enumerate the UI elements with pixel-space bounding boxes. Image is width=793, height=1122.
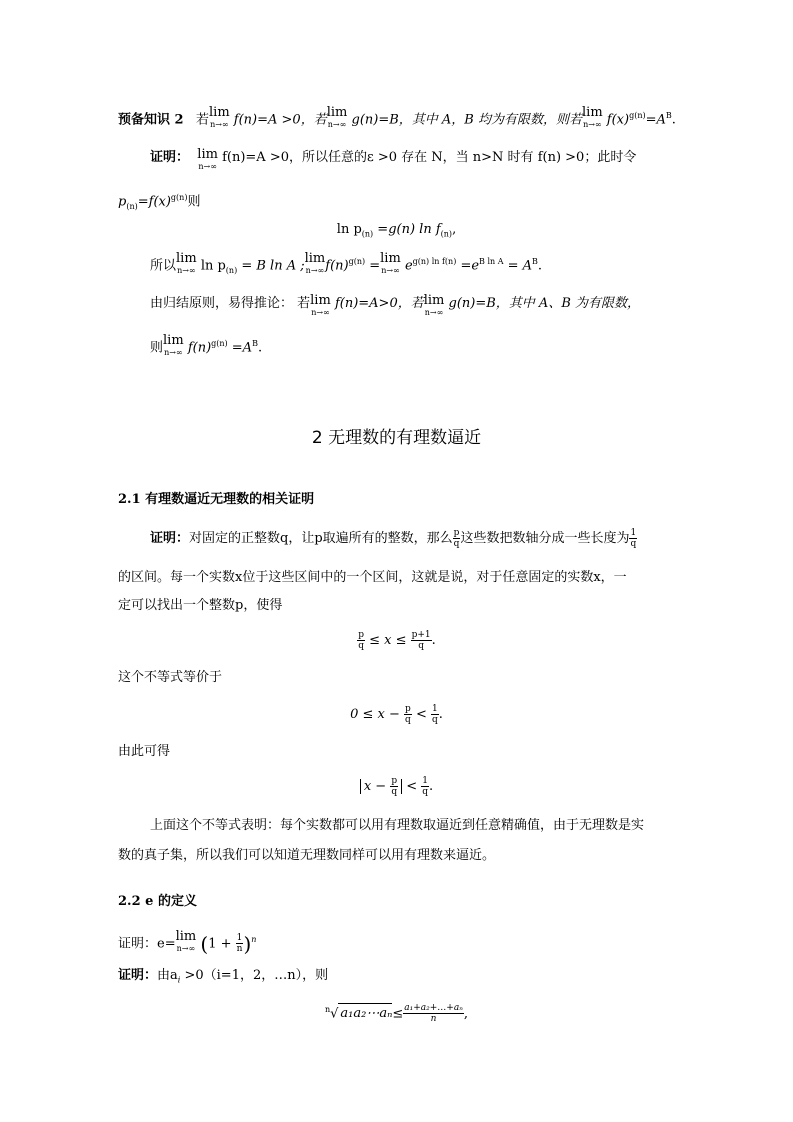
text: = <box>365 258 381 274</box>
fraction: $\frac{\text{a₁+a₂+…+aₙ}}{n}$ <box>404 1003 463 1025</box>
text: < <box>415 707 427 722</box>
text: 若 <box>195 112 209 128</box>
subscript: i <box>177 975 181 985</box>
text: ln p <box>336 222 362 237</box>
equation-2 <box>150 252 710 281</box>
fraction: $\frac{p}{q}$ <box>453 528 460 549</box>
limit: lim n→∞ <box>175 929 197 953</box>
hence-text: 由此可得 <box>118 744 171 759</box>
text: . <box>438 707 443 722</box>
superscript: n <box>251 935 257 944</box>
fraction: $\frac{1}{q}$ <box>431 704 438 725</box>
proof2-line2: 的区间。每一个实数x位于这些区间中的一个区间，这就是说，对于任意固定的实数x，一 <box>118 570 627 585</box>
equation-1 <box>0 220 793 245</box>
superscript: g(n) <box>348 257 366 266</box>
conclusion-line1: 上面这个不等式表明：每个实数都可以用有理数取逼近到任意精确值，由于无理数是实 <box>150 818 645 833</box>
proof-label: 证明： <box>150 150 190 165</box>
limit: lim n→∞ <box>423 293 445 317</box>
superscript: g(n) <box>629 111 646 120</box>
text: p <box>118 194 127 210</box>
text: 则 <box>150 340 164 356</box>
equiv-text: 这个不等式等价于 <box>118 670 223 685</box>
superscript: B <box>252 339 258 348</box>
text: ≤ x ≤ <box>369 633 407 648</box>
text: = B ln A ; <box>237 258 305 274</box>
limit: lim n→∞ <box>176 251 197 275</box>
root-radicand: a₁a₂⋯aₙ <box>338 1003 392 1024</box>
text: f(n) <box>325 258 349 274</box>
text: e <box>404 258 413 274</box>
text: 这些数把数轴分成一些长度为 <box>460 531 630 546</box>
text: f(x) <box>606 112 630 128</box>
text: ln p <box>200 258 226 274</box>
text: =A <box>227 340 253 356</box>
subscript: (n) <box>225 265 238 275</box>
preliminary-label: 预备知识 2 <box>118 112 184 128</box>
text: =g(n) ln f <box>373 222 441 237</box>
text: , <box>463 1006 469 1022</box>
text: =A <box>645 112 666 128</box>
limit: lim n→∞ <box>163 333 184 357</box>
text: = A <box>503 258 533 274</box>
text: 所以 <box>150 258 177 274</box>
superscript: g(n) ln f(n) <box>412 257 457 266</box>
text: 证明：e= <box>118 936 176 952</box>
text: g(n)=B，其中 A，B 均为有限数，则若 <box>351 112 582 128</box>
superscript: B ln A <box>479 257 504 266</box>
proof1-line1 <box>150 148 710 171</box>
text: 由a <box>157 968 178 983</box>
fraction: $\frac{p}{q}$ <box>391 776 398 797</box>
fraction: $\frac{1}{n}$ <box>236 933 243 955</box>
text: g(n)=B，其中 A、B 为有限数， <box>448 296 641 311</box>
inequality-1 <box>0 630 793 651</box>
proof3-line1 <box>118 966 678 991</box>
limit: lim n→∞ <box>582 105 603 129</box>
conclusion-line2: 数的真子集，所以我们可以知道无理数同样可以用有理数来逼近。 <box>118 848 496 863</box>
subsection-heading-2-2: 2.2 e 的定义 <box>118 894 197 909</box>
limit: lim n→∞ <box>326 105 348 129</box>
subscript: (n) <box>361 229 374 239</box>
fraction: $\frac{1}{q}$ <box>422 776 429 797</box>
proof2-line3: 定可以找出一个整数p，使得 <box>118 598 283 613</box>
e-definition: 证明：e=lim n→∞ (1 + $\frac{1}{n}$ )$^n$ <box>118 929 257 956</box>
limit: lim n→∞ <box>304 251 326 275</box>
fraction: $\frac{p}{q}$ <box>405 704 411 725</box>
inequality-3 <box>0 776 793 797</box>
limit: lim n→∞ <box>310 293 331 317</box>
text: =e <box>456 258 480 274</box>
limit: lim n→∞ <box>197 147 218 171</box>
superscript: g(n) <box>211 339 228 348</box>
proof1-line2 <box>118 188 678 217</box>
fraction: $\frac{p+1}{q}$ <box>411 630 431 651</box>
superscript: B <box>665 111 672 120</box>
absolute-value: x − $\frac{p}{q}$ <box>360 779 402 794</box>
section-heading-2: 2 无理数的有理数逼近 <box>311 428 482 448</box>
text: < <box>406 779 418 794</box>
text: 对固定的正整数q，让p取遍所有的整数，那么 <box>189 531 453 546</box>
text: f(n) <box>187 340 212 356</box>
superscript: B <box>532 257 538 266</box>
text: . <box>671 112 676 128</box>
text: =f(x) <box>137 194 171 210</box>
text: ≤ <box>392 1006 404 1022</box>
text: 1 + <box>208 936 232 952</box>
subsection-heading-2-1: 2.1 有理数逼近无理数的相关证明 <box>118 492 315 507</box>
proof-label: 证明： <box>118 968 158 983</box>
text: . <box>257 340 263 356</box>
text: . <box>429 779 434 794</box>
preliminary-2 <box>118 106 678 130</box>
superscript: g(n) <box>170 193 188 202</box>
corollary-line1 <box>150 294 710 317</box>
subscript: (n) <box>126 201 138 211</box>
text: f(n)=A>0，若 <box>334 296 424 311</box>
corollary-line2 <box>150 334 710 358</box>
text: . <box>537 258 543 274</box>
text: , <box>452 222 457 237</box>
text: >0（i=1，2，…n），则 <box>180 968 329 983</box>
fraction: $\frac{1}{q}$ <box>630 528 637 549</box>
proof2-line1 <box>150 528 710 549</box>
text: 由归结原则，易得推论： 若 <box>150 296 311 311</box>
fraction: $\frac{p}{q}$ <box>358 630 364 651</box>
text: f(n)=A >0，若 <box>233 112 327 128</box>
root-index: n <box>324 1005 331 1014</box>
text: . <box>431 633 436 648</box>
subscript: (n) <box>440 229 453 239</box>
text: 0 ≤ x − <box>350 707 400 722</box>
inequality-2 <box>0 704 793 725</box>
am-gm-inequality: $^n$√ a₁a₂⋯aₙ≤ $\frac{\text{a₁+a₂+…+aₙ}}{n}$ , <box>324 1003 469 1025</box>
text: f(n)=A >0，所以任意的ε >0 存在 N，当 n>N 时有 f(n) >0；此时令 <box>222 150 637 165</box>
text: 则 <box>187 194 201 210</box>
proof-label: 证明： <box>150 531 190 546</box>
limit: lim n→∞ <box>380 251 401 275</box>
limit: lim n→∞ <box>209 105 230 129</box>
